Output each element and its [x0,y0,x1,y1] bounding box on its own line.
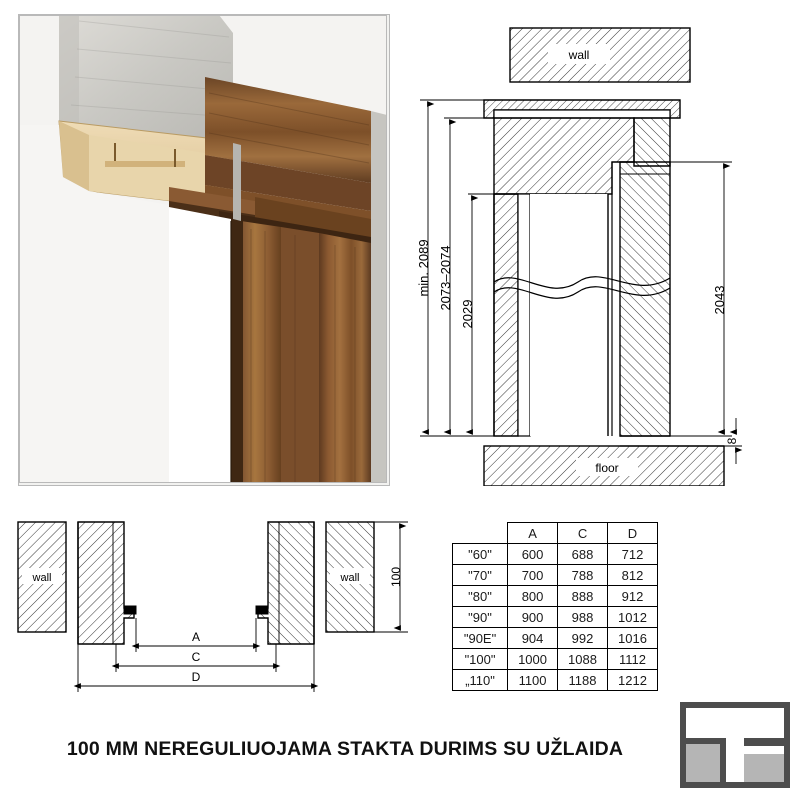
table-col-a: A [508,523,558,544]
plan-svg [8,500,428,710]
vertical-section-drawing [398,14,788,486]
table-row [453,565,658,586]
row-name: "80" [453,586,508,607]
row-d: 1012 [608,607,658,628]
page-title: 100 MM NEREGULIUOJAMA STAKTA DURIMS SU UŽLAIDA [66,738,624,760]
table-row [453,544,658,565]
table-row [453,628,658,649]
logo-icon [680,702,790,788]
wall-label-left: wall [32,572,52,584]
dims-table [452,522,658,691]
row-d: 1016 [608,628,658,649]
table-row [453,607,658,628]
dim-2029: 2029 [460,299,475,329]
row-d: 812 [608,565,658,586]
plan-wall-right [326,522,374,632]
row-c: 1088 [558,649,608,670]
row-a: 1000 [508,649,558,670]
plan-label-c: C [191,650,201,664]
row-name: "90" [453,607,508,628]
row-a: 700 [508,565,558,586]
wall-label-top: wall [568,48,590,62]
row-name: „110" [453,670,508,691]
row-c: 1188 [558,670,608,691]
row-a: 800 [508,586,558,607]
row-a: 900 [508,607,558,628]
row-d: 1212 [608,670,658,691]
wall-block-top [510,28,690,82]
row-c: 788 [558,565,608,586]
table-col-c: C [558,523,608,544]
table-header-row [453,523,658,544]
row-c: 888 [558,586,608,607]
row-name: "60" [453,544,508,565]
dimension-lines-right [670,162,742,464]
table-row [453,649,658,670]
row-name: "100" [453,649,508,670]
plan-wall-left [18,522,66,632]
table-row [453,670,658,691]
row-c: 688 [558,544,608,565]
table-col-d: D [608,523,658,544]
photo-illustration [19,15,387,483]
floor-label: floor [595,461,619,475]
door-header-section [484,100,680,436]
dimensions-table [452,522,658,691]
plan-label-d: D [191,670,201,684]
brand-logo [680,702,790,788]
row-a: 904 [508,628,558,649]
table-row [453,586,658,607]
row-name: "90E" [453,628,508,649]
dim-8: 8 [725,437,739,445]
row-a: 600 [508,544,558,565]
row-a: 1100 [508,670,558,691]
dim-min-2089: min. 2089 [416,239,431,297]
plan-dim-100: 100 [389,566,403,588]
wall-label-right: wall [340,572,360,584]
row-c: 988 [558,607,608,628]
door-frame-corner-photo [18,14,390,486]
row-d: 712 [608,544,658,565]
table-col-blank [453,523,508,544]
row-d: 1112 [608,649,658,670]
row-d: 912 [608,586,658,607]
floor-block [484,436,724,486]
dim-2043: 2043 [712,285,727,315]
plan-jamb-left [78,522,136,644]
dim-2073-2074: 2073–2074 [438,245,453,311]
horizontal-plan-drawing [8,500,428,710]
row-c: 992 [558,628,608,649]
plan-label-a: A [191,630,201,644]
section-svg [398,14,788,486]
row-name: "70" [453,565,508,586]
plan-jamb-right [256,522,314,644]
